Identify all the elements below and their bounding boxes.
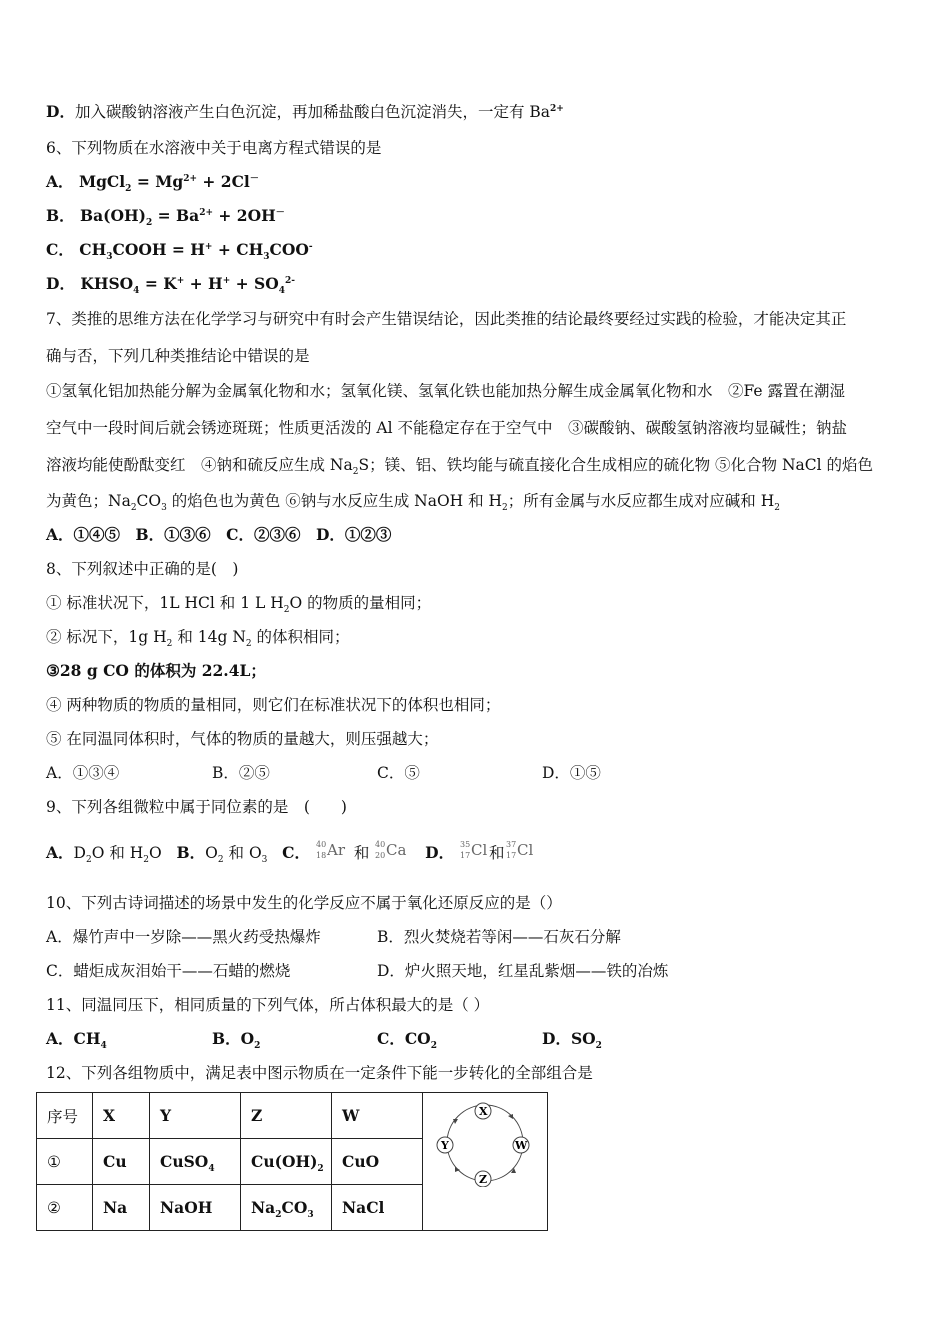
q8-statement-1: ① 标准状况下，1L HCl 和 1 L $H_2O$ 的物质的量相同； [46, 594, 432, 616]
q11-option-b: B．$O_2$ [212, 1029, 261, 1052]
q11-option-c: C．$CO_2$ [377, 1029, 437, 1052]
q9-stem: 9、下列各组微粒中属于同位素的是 ( ) [46, 798, 347, 816]
header-cell: Z [241, 1093, 332, 1139]
x-cell: Cu [93, 1139, 150, 1185]
q6-option-a: A． MgCl$_2$ = $Mg^{2+} + 2Cl^-$ [46, 172, 259, 195]
row-number-cell: ② [37, 1185, 93, 1231]
header-cell: Y [150, 1093, 241, 1139]
argon-isotope-symbol [315, 838, 349, 864]
xyzw-cycle-diagram [423, 1093, 547, 1187]
ar-symbol: Ar [326, 841, 345, 859]
calcium-isotope-symbol [374, 838, 410, 864]
q8-option-d: D．①⑤ [542, 764, 601, 782]
q6-option-c: C． $CH_3COOH = H^+ + CH_3COO^-$ [46, 240, 313, 263]
header-cell: X [93, 1093, 150, 1139]
q12-stem: 12、下列各组物质中，满足表中图示物质在一定条件下能一步转化的全部组合是 [46, 1064, 593, 1082]
q7-statement-line: 溶液均能使酚酞变红 ④钠和硫反应生成 $Na_2S$；镁、铝、铁均能与硫直接化合生成相应的硫化物 ⑤化合物 NaCl 的焰色 [46, 456, 873, 478]
q8-statement-5: ⑤ 在同温同体积时，气体的物质的量越大，则压强越大； [46, 730, 439, 748]
q8-statement-4: ④ 两种物质的物质的量相同，则它们在标准状况下的体积也相同； [46, 696, 501, 714]
w-cell: CuO [332, 1139, 423, 1185]
cycle-diagram-cell [423, 1093, 548, 1231]
q8-option-c: C．⑤ [377, 764, 420, 782]
q11-option-d: D．$SO_2$ [542, 1029, 602, 1052]
q10-option-d: D．炉火照天地，红星乱紫烟——铁的冶炼 [377, 962, 669, 980]
q12-table [36, 1092, 548, 1231]
table-header-row [37, 1093, 548, 1139]
ca-atomic-number: 20 [375, 851, 386, 860]
q8-stem: 8、下列叙述中正确的是( ) [46, 560, 239, 578]
node-w-label: W [515, 1139, 528, 1152]
q11-option-a: A．$CH_4$ [46, 1029, 107, 1052]
row-number-cell: ① [37, 1139, 93, 1185]
q8-statement-2: ② 标况下，1g $H_2$ 和 14g $N_2$ 的体积相同； [46, 628, 350, 650]
q7-options: A．①④⑤ B．①③⑥ C．②③⑥ D．①②③ [46, 525, 392, 544]
chlorine37-isotope-symbol [505, 838, 535, 864]
q8-statement-3: ③28 g CO 的体积为 22.4L； [46, 661, 266, 680]
z-cell: $Na_2CO_3$ [241, 1185, 332, 1231]
node-x-label: X [479, 1105, 488, 1118]
q8-option-a: A．①③④ [46, 764, 120, 782]
node-y-label: Y [441, 1139, 449, 1152]
z-cell: $Cu(OH)_2$ [241, 1139, 332, 1185]
q7-statement-line: 空气中一段时间后就会锈迹斑斑；性质更活泼的 Al 不能稳定存在于空气中 ③碳酸钠、碳酸氢钠溶液均显碱性；钠盐 [46, 419, 848, 437]
q10-option-b: B．烈火焚烧若等闲——石灰石分解 [377, 928, 621, 946]
x-cell: Na [93, 1185, 150, 1231]
cl37-atomic-number: 17 [505, 851, 516, 860]
q7-statement-line: ①氢氧化铝加热能分解为金属氧化物和水；氢氧化镁、氢氧化铁也能加热分解生成金属氧化物和水 ②Fe 露置在潮湿 [46, 382, 846, 400]
cl37-symbol: Cl [516, 841, 533, 859]
q10-stem: 10、下列古诗词描述的场景中发生的化学反应不属于氧化还原反应的是（） [46, 894, 562, 912]
q10-option-c: C．蜡炬成灰泪始干——石蜡的燃烧 [46, 962, 291, 980]
ar-atomic-number: 18 [315, 851, 327, 860]
q5-option-d: D．加入碳酸钠溶液产生白色沉淀，再加稀盐酸白色沉淀消失，一定有 $Ba^{2+}$ [46, 102, 564, 121]
q7-statement-line: 为黄色；$Na_2CO_3$ 的焰色也为黄色 ⑥钠与水反应生成 NaOH 和 $H_2$；所有金属与水反应都生成对应碱和 $H_2$ [46, 492, 780, 514]
header-cell: 序号 [37, 1093, 93, 1139]
ca-mass-number: 40 [375, 840, 386, 849]
w-cell: NaCl [332, 1185, 423, 1231]
cl37-mass-number: 37 [505, 840, 516, 849]
q7-stem-line1: 7、类推的思维方法在化学学习与研究中有时会产生错误结论，因此类推的结论最终要经过实践的检验，才能决定其正 [46, 310, 847, 328]
q8-option-b: B．②⑤ [212, 764, 270, 782]
cl35-symbol: Cl [471, 841, 488, 859]
chlorine35-isotope-symbol [459, 838, 489, 864]
node-z-label: Z [479, 1173, 488, 1186]
y-cell: NaOH [150, 1185, 241, 1231]
q6-option-d: D． $KHSO_4 = K^+ + H^+ + SO_4^{2-}$ [46, 274, 295, 297]
cl35-mass-number: 35 [460, 840, 471, 849]
q6-stem: 6、下列物质在水溶液中关于电离方程式错误的是 [46, 139, 382, 157]
header-cell: W [332, 1093, 423, 1139]
q6-option-b: B． $Ba(OH)_2 = Ba^{2+} + 2OH^-$ [46, 206, 285, 229]
q11-stem: 11、同温同压下，相同质量的下列气体，所占体积最大的是（ ） [46, 996, 490, 1014]
q9-options: A．$D_2O$ 和 $H_2O$ B．$O_2$ 和 $O_3$ C． 40 18 Ar 和 40 20 Ca D． 35 17 Cl 和 37 17 Cl [46, 840, 533, 866]
cl35-atomic-number: 17 [460, 851, 471, 860]
q10-option-a: A．爆竹声中一岁除——黑火药受热爆炸 [46, 928, 321, 946]
ca-symbol: Ca [386, 841, 407, 859]
ar-mass-number: 40 [315, 840, 327, 849]
y-cell: CuSO$_4$ [150, 1139, 241, 1185]
q7-stem-line2: 确与否，下列几种类推结论中错误的是 [46, 347, 310, 365]
